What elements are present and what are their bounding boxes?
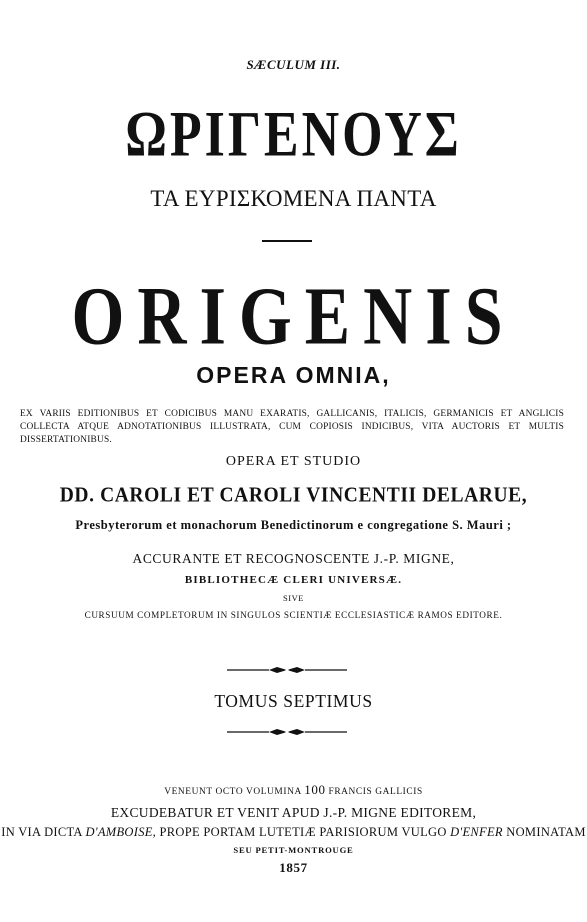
price-text-before: VENEUNT OCTO VOLUMINA — [164, 787, 302, 797]
address-line — [0, 825, 587, 840]
ornament-divider-top — [227, 665, 347, 675]
description-paragraph: EX VARIIS EDITIONIBUS ET CODICIBUS MANU EXARATIS, GALLICANIS, ITALICIS, GERMANICIS ET ANGLICIS COLLECTA ATQUE ADNOTATIONIBUS ILLUSTRATA, CUM COPIOSIS INDICIBUS, VITA AUCTORIS ET MULTIS DISSERTATIONIBUS. — [20, 409, 564, 445]
publication-year: 1857 — [279, 860, 308, 875]
address-part-3: PROPE PORTAM LUTETIÆ PARISIORUM VULGO — [159, 825, 447, 839]
address-part-5: NOMINATAM — [506, 825, 586, 839]
volume-label: TOMUS SEPTIMUS — [214, 691, 373, 711]
address-alt: SEU PETIT-MONTROUGE — [233, 845, 354, 855]
price-text-after: FRANCIS GALLICIS — [328, 787, 423, 797]
latin-subtitle: OPERA OMNIA, — [196, 362, 391, 388]
ornament-divider-bottom — [227, 727, 347, 737]
opera-et-studio: OPERA ET STUDIO — [225, 454, 362, 469]
accurante-line: ACCURANTE ET RECOGNOSCENTE J.-P. MIGNE, — [132, 551, 455, 566]
sive-line: SIVE — [283, 593, 304, 603]
publisher-line: EXCUDEBATUR ET VENIT APUD J.-P. MIGNE EDITOREM, — [110, 805, 477, 820]
price-number: 100 — [304, 782, 326, 797]
address-part-2: D'AMBOISE, — [85, 825, 157, 839]
latin-title: ORIGENIS — [71, 269, 516, 362]
title-divider — [262, 240, 312, 242]
editors-names: DD. CAROLI ET CAROLI VINCENTII DELARUE, — [59, 484, 528, 508]
cursum-line: CURSUUM COMPLETORUM IN SINGULOS SCIENTIÆ ECCLESIASTICÆ RAMOS EDITORE. — [84, 610, 503, 620]
address-part-1: IN VIA DICTA — [1, 825, 83, 839]
bibliotheca-line: BIBLIOTHECÆ CLERI UNIVERSÆ. — [184, 574, 403, 586]
greek-title: ΩΡΙΓΕΝΟΥΣ — [125, 99, 462, 171]
address-part-4: D'ENFER — [450, 825, 503, 839]
price-line — [0, 782, 587, 798]
century-label: SÆCULUM III. — [246, 57, 341, 72]
greek-subtitle: ΤΑ ΕΥΡΙΣΚΟΜΕΝΑ ΠΑΝΤΑ — [150, 186, 437, 211]
editors-affiliation: Presbyterorum et monachorum Benedictinorum e congregatione S. Mauri ; — [75, 518, 512, 532]
